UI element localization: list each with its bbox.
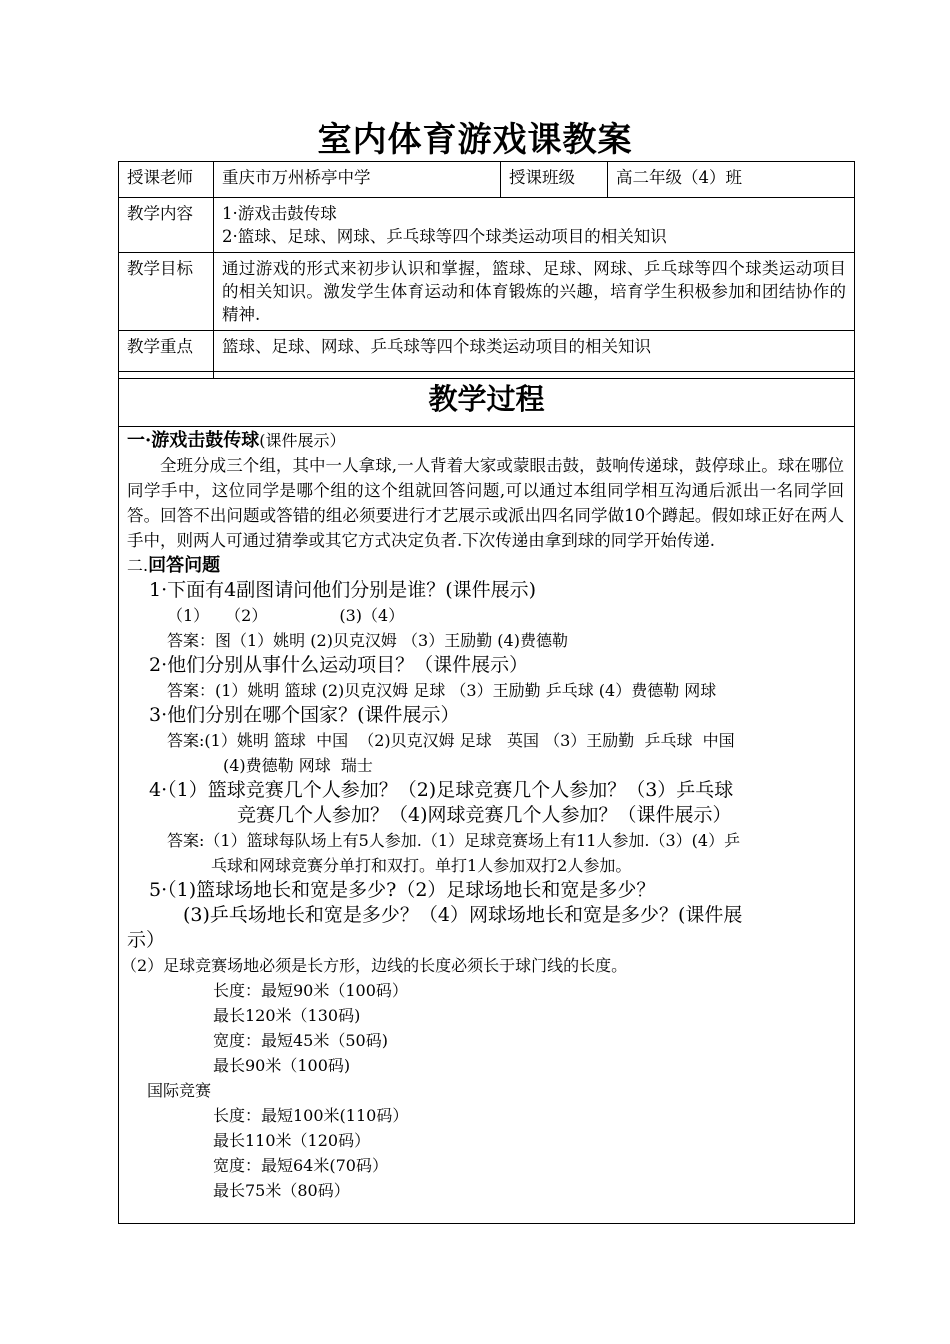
info-table xyxy=(118,161,855,379)
answer-5-intro: （2）足球竞赛场地必须是长方形，边线的长度必须长于球门线的长度。 xyxy=(121,956,628,975)
section2-heading-text: 回答问题 xyxy=(148,555,221,576)
teacher-label: 授课老师 xyxy=(119,162,214,198)
process-title: 教学过程 xyxy=(118,371,855,427)
section1-heading xyxy=(127,428,844,453)
page-title: 室内体育游戏课教案 xyxy=(317,120,633,160)
section1-heading-text: 一·游戏击鼓传球 xyxy=(127,430,260,451)
field-width-max: 最长90米（100码) xyxy=(213,1056,351,1075)
intl-length-min: 长度：最短100米(110码） xyxy=(213,1106,409,1125)
section1-text: 全班分成三个组，其中一人拿球,一人背着大家或蒙眼击鼓，鼓响传递球，鼓停球止。球在哪位同学手中，这位同学是哪个组的这个组就回答问题,可以通过本组同学相互沟通后派出一名同学回答。回答不出问题或答错的组必须要进行才艺展示或派出四名同学做10个蹲起。假如球正好在两人手中，则两人可通过猜拳或其它方式决定负者.下次传递由拿到球的同学开始传递. xyxy=(127,456,844,550)
question-2: 2·他们分别从事什么运动项目？（课件展示） xyxy=(149,654,529,676)
section2-heading xyxy=(127,553,844,578)
question-5-line-1: 5·（1)篮球场地长和宽是多少?（2）足球场地长和宽是多少？ xyxy=(149,879,656,901)
answer-4-line-2: 乓球和网球竞赛分单打和双打。单打1人参加双打2人参加。 xyxy=(211,856,632,875)
content-label: 教学内容 xyxy=(119,198,214,253)
answer-2: 答案：(1）姚明 篮球 (2)贝克汉姆 足球 （3）王励勤 乒乓球 (4）费德勒 网球 xyxy=(167,681,717,700)
question-5-line-2: (3)乒乓场地长和宽是多少？（4）网球场地长和宽是多少？(课件展 xyxy=(183,904,743,926)
content-item-2: 2·篮球、足球、网球、乒乓球等四个球类运动项目的相关知识 xyxy=(222,227,667,246)
question-4-line-2: 竞赛几个人参加？（4)网球竞赛几个人参加？（课件展示） xyxy=(237,804,732,826)
intl-length-max: 最长110米（120码） xyxy=(213,1131,371,1150)
content-value xyxy=(214,198,855,253)
question-5-line-3: 示） xyxy=(127,929,166,951)
field-width-min: 宽度：最短45米（50码) xyxy=(213,1031,388,1050)
answer-3-line-1: 答案:(1）姚明 篮球 中国 （2)贝克汉姆 足球 英国 （3）王励勤 乒乓球 中国 xyxy=(167,731,735,750)
intl-width-max: 最长75米（80码） xyxy=(213,1181,350,1200)
field-length-min: 长度：最短90米（100码） xyxy=(213,981,408,1000)
key-label: 教学重点 xyxy=(119,331,214,379)
question-3: 3·他们分别在哪个国家？(课件展示） xyxy=(149,704,460,726)
section2-prefix: 二. xyxy=(127,556,149,575)
answer-1: 答案：图（1）姚明 (2)贝克汉姆 （3）王励勤 (4)费德勒 xyxy=(167,631,568,650)
class-label: 授课班级 xyxy=(501,162,608,198)
question-1: 1·下面有4副图请问他们分别是谁？(课件展示) xyxy=(149,579,537,601)
teacher-value: 重庆市万州桥亭中学 xyxy=(214,162,501,198)
answer-4-line-1: 答案:（1）篮球每队场上有5人参加.（1）足球竞赛场上有11人参加.（3）(4）乒 xyxy=(167,831,741,850)
process-body xyxy=(118,426,855,1224)
goal-value: 通过游戏的形式来初步认识和掌握，篮球、足球、网球、乒乓球等四个球类运动项目的相关知识。激发学生体育运动和体育锻炼的兴趣，培育学生积极参加和团结协作的精神. xyxy=(214,253,855,331)
answer-3-line-2: (4)费德勒 网球 瑞士 xyxy=(223,756,373,775)
international-label: 国际竞赛 xyxy=(147,1081,212,1100)
class-value: 高二年级（4）班 xyxy=(608,162,855,198)
key-value: 篮球、足球、网球、乒乓球等四个球类运动项目的相关知识 xyxy=(214,331,855,379)
intl-width-min: 宽度：最短64米(70码） xyxy=(213,1156,388,1175)
question-1-pictures: （1） （2） (3)（4） xyxy=(167,606,405,625)
question-4-line-1: 4·（1）篮球竞赛几个人参加？（2)足球竞赛几个人参加？（3）乒乓球 xyxy=(149,779,734,801)
content-item-1: 1·游戏击鼓传球 xyxy=(222,204,337,223)
field-length-max: 最长120米（130码) xyxy=(213,1006,361,1025)
section1-note: (课件展示） xyxy=(259,431,346,450)
goal-label: 教学目标 xyxy=(119,253,214,331)
